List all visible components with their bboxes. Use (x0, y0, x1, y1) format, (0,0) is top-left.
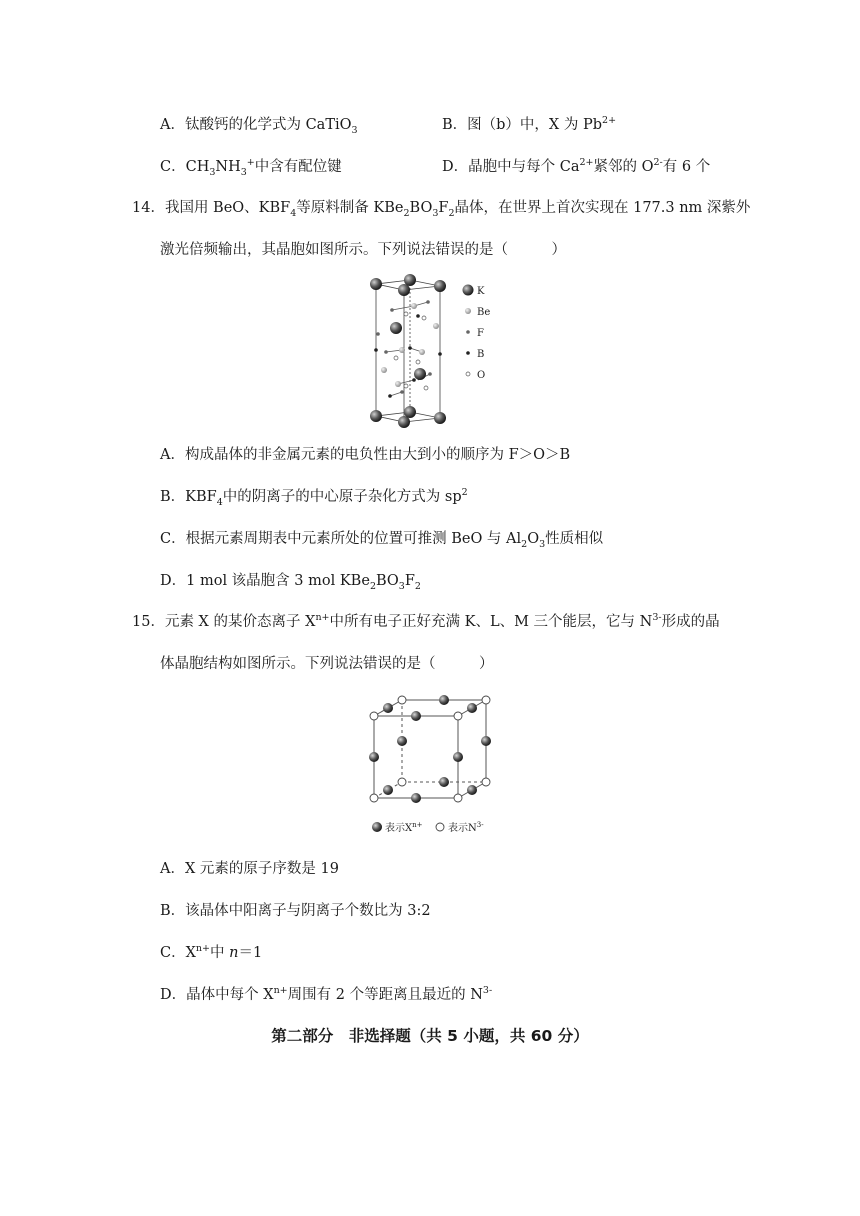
legend-f-swatch (466, 330, 470, 334)
q13-option-d: D．晶胞中与每个 $Ca^{2+}$紧邻的 $O^{2-}$有 6 个 (442, 157, 711, 175)
legend-be-label: Be (477, 307, 491, 318)
q14-option-a: A．构成晶体的非金属元素的电负性由大到小的顺序为 F＞O＞B (160, 447, 571, 463)
q15-stem-line1: 15．元素 X 的某价态离子 $X^{n+}$中所有电子正好充满 K、L、M 三个能层，它与 $N^{3-}$形成的晶 (132, 612, 720, 630)
q14-legend (463, 285, 491, 382)
legend-k-label: K (477, 286, 485, 297)
q13-option-a: A．钛酸钙的化学式为 CaTiO$_3$ (160, 117, 358, 136)
q14-stem-line2: 激光倍频输出，其晶胞如图所示。下列说法错误的是（ ） (160, 242, 566, 258)
q15-stem-line2: 体晶胞结构如图所示。下列说法错误的是（ ） (160, 656, 494, 672)
legend-f-label: F (477, 328, 484, 339)
legend-b-label: B (477, 349, 485, 360)
section-title: 第二部分 非选择题（共 5 小题，共 60 分） (271, 1027, 589, 1045)
q14-stem-line1: 14．我国用 BeO、$KBF_4$等原料制备 $KBe_2BO_3F_2$晶体，在世界上首次实现在 177.3 nm 深紫外 (132, 200, 751, 219)
q15-option-d: D．晶体中每个 $X^{n+}$周围有 2 个等距离且最近的 $N^{3-}$ (160, 985, 493, 1003)
legend-x-swatch (372, 822, 382, 832)
q15-option-a: A．X 元素的原子序数是 19 (160, 861, 339, 877)
q13-option-c: C．$CH_3NH_3^+$中含有配位键 (160, 157, 342, 178)
q14-crystal-cell-figure (362, 270, 512, 430)
q15-crystal-cell-figure (360, 688, 500, 840)
legend-x-label: 表示$X^{n+}$ (385, 821, 423, 834)
q14-k-atoms (370, 274, 446, 428)
legend-b-swatch (466, 351, 470, 355)
q14-option-b: B．$KBF_4$中的阴离子的中心原子杂化方式为 $sp^2$ (160, 487, 468, 508)
q14-option-c: C．根据元素周期表中元素所处的位置可推测 BeO 与 $Al_2O_3$性质相似 (160, 531, 604, 550)
legend-n-swatch (436, 823, 444, 831)
q15-option-c: C．$X^{n+}$中 n＝1 (160, 943, 263, 961)
q15-legend (372, 821, 484, 834)
legend-n-label: 表示$N^{3-}$ (448, 821, 484, 834)
legend-o-label: O (477, 370, 486, 381)
q15-cell-edges (374, 700, 486, 798)
legend-o-swatch (466, 372, 470, 376)
legend-k-swatch (463, 285, 474, 296)
q13-option-b: B．图（b）中，X 为 $Pb^{2+}$ (442, 115, 617, 133)
q15-x-ions (369, 695, 491, 803)
q14-option-d: D．1 mol 该晶胞含 3 mol $KBe_2BO_3F_2$ (160, 573, 421, 592)
legend-be-swatch (465, 308, 471, 314)
q15-option-b: B．该晶体中阳离子与阴离子个数比为 3:2 (160, 903, 431, 919)
